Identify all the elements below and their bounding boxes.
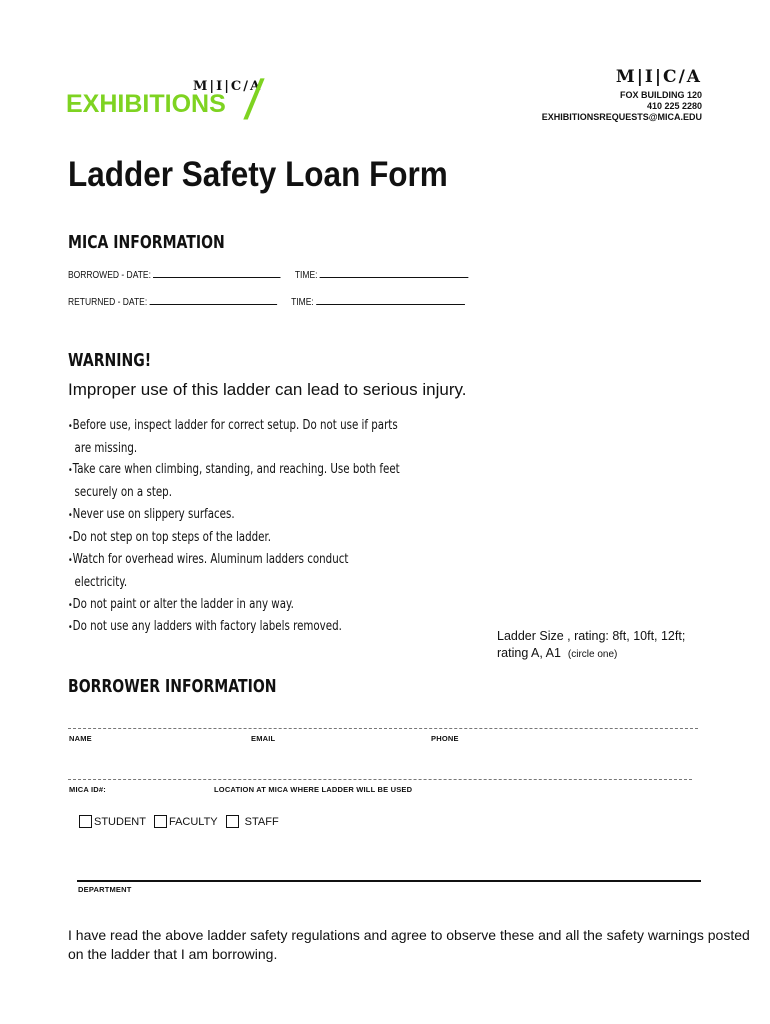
email: EXHIBITIONSREQUESTS@MICA.EDU — [541, 112, 702, 122]
returned-time-label: TIME: — [291, 297, 314, 308]
staff-option[interactable]: STAFF — [226, 815, 279, 828]
name-email-phone-line[interactable] — [68, 728, 698, 729]
bullet-line: •Never use on slippery surfaces. — [68, 506, 235, 522]
address: FOX BUILDING 120 — [619, 90, 702, 100]
name-label: NAME — [69, 734, 92, 743]
borrowed-time-label: TIME: — [294, 270, 318, 281]
bullet-line: securely on a step. — [74, 485, 172, 501]
student-checkbox[interactable] — [79, 815, 92, 828]
faculty-checkbox[interactable] — [154, 815, 167, 828]
contact-block — [542, 90, 702, 123]
role-options — [79, 815, 287, 828]
logo-slash: / — [241, 68, 267, 131]
ladder-size-block — [497, 628, 685, 663]
returned-time-input[interactable] — [316, 295, 465, 305]
borrowed-date-field — [68, 268, 469, 281]
student-option[interactable]: STUDENT — [79, 815, 146, 828]
bullet-line: •Watch for overhead wires. Aluminum ladders conduct — [68, 552, 349, 568]
bullet-line: are missing. — [74, 440, 138, 456]
returned-date-label: RETURNED - DATE: — [68, 297, 148, 308]
warning-heading: WARNING! — [68, 350, 152, 371]
agreement-text: I have read the above ladder safety regulations and agree to observe these and all the safety warnings posted on the ladder that I am borrowing. — [68, 927, 750, 962]
mica-id-label: MICA ID#: — [69, 785, 106, 794]
email-label: EMAIL — [251, 734, 276, 743]
ladder-size-line1: Ladder Size , rating: 8ft, 10ft, 12ft; — [497, 629, 686, 643]
borrowed-date-label: BORROWED - DATE: — [68, 270, 151, 281]
exhibitions-logo: EXHIBITIONS — [66, 90, 226, 118]
returned-date-input[interactable] — [150, 295, 278, 305]
bullet-line: •Do not paint or alter the ladder in any way. — [68, 596, 294, 612]
department-label: DEPARTMENT — [78, 885, 132, 894]
faculty-option[interactable]: FACULTY — [154, 815, 218, 828]
ladder-size-line2: rating A, A1 (circle one) — [497, 646, 618, 660]
bullet-line: •Do not step on top steps of the ladder. — [68, 529, 272, 545]
bullet-line: •Do not use any ladders with factory labels removed. — [68, 619, 342, 635]
phone: 410 225 2280 — [646, 101, 702, 111]
location-label: LOCATION AT MICA WHERE LADDER WILL BE USED — [214, 785, 413, 794]
bullet-line: •Take care when climbing, standing, and reaching. Use both feet — [68, 462, 400, 478]
bullet-line: electricity. — [74, 574, 128, 590]
circle-one-note: (circle one) — [567, 649, 618, 660]
borrowed-time-input[interactable] — [320, 268, 469, 278]
mica-logo-small: M|I|C/A — [193, 79, 263, 94]
department-line[interactable] — [77, 880, 701, 882]
warning-subheading: Improper use of this ladder can lead to serious injury. — [68, 380, 467, 399]
mica-info-heading: MICA INFORMATION — [68, 232, 225, 253]
phone-label: PHONE — [431, 734, 459, 743]
borrower-info-heading: BORROWER INFORMATION — [68, 676, 277, 697]
returned-date-field — [68, 295, 465, 308]
id-location-line[interactable] — [68, 779, 692, 780]
page-title: Ladder Safety Loan Form — [68, 155, 448, 194]
mica-logo-right: M|I|C/A — [615, 67, 702, 87]
bullet-line: •Before use, inspect ladder for correct setup. Do not use if parts — [68, 418, 398, 433]
borrowed-date-input[interactable] — [153, 268, 281, 278]
warning-bullets — [68, 415, 431, 639]
staff-checkbox[interactable] — [226, 815, 239, 828]
